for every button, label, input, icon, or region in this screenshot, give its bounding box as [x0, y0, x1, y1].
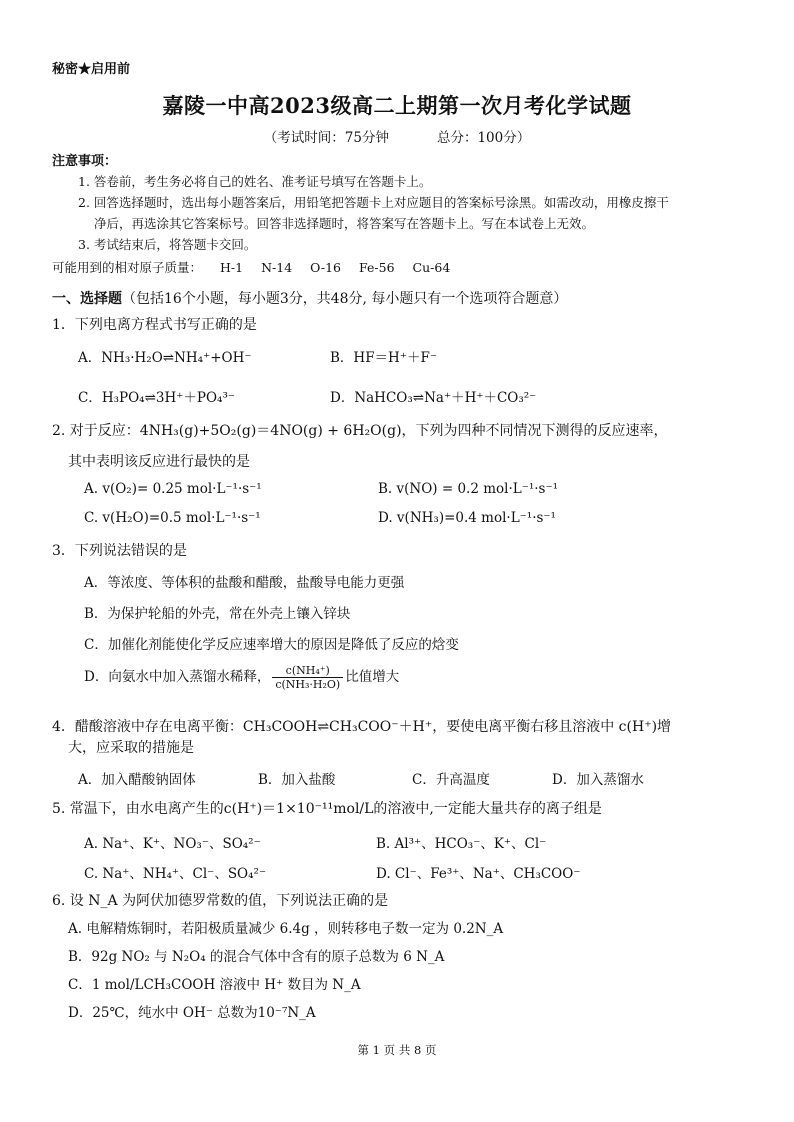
q3-option-c: C．加催化剂能使化学反应速率增大的原因是降低了反应的焓变: [84, 637, 459, 653]
q3-option-b: B．为保护轮船的外壳，常在外壳上镶入锌块: [84, 606, 351, 622]
q6-option-c: C．1 mol/LCH₃COOH 溶液中 H⁺ 数目为 N_A: [68, 977, 361, 993]
q3-ratio-numerator: c(NH₄⁺): [272, 664, 343, 678]
q6-stem: 6. 设 N_A 为阿伏加德罗常数的值，下列说法正确的是: [52, 893, 389, 909]
atomic-mass-h: H-1: [220, 260, 244, 275]
q1-option-a: A．NH₃·H₂O⇌NH₄⁺+OH⁻: [78, 350, 252, 366]
q4-stem: 4．醋酸溶液中存在电离平衡：CH₃COOH⇌CH₃COO⁻＋H⁺，要使电离平衡右移且溶液中 c(H⁺)增: [52, 719, 672, 735]
q2-option-c: C. v(H₂O)=0.5 mol·L⁻¹·s⁻¹: [84, 510, 261, 526]
exam-time: （考试时间：75分钟: [263, 130, 389, 146]
q1-option-b: B．HF＝H⁺＋F⁻: [330, 350, 437, 366]
section-1-desc: （包括16个小题，每小题3分，共48分, 每小题只有一个选项符合题意）: [122, 291, 568, 307]
atomic-mass-o: O-16: [310, 260, 342, 275]
atomic-mass-fe: Fe-56: [359, 260, 395, 275]
q3-ratio-fraction: [272, 664, 343, 691]
exam-subtitle: [0, 126, 794, 146]
q3-stem: 3．下列说法错误的是: [52, 543, 187, 559]
q4-stem-cont: 大，应采取的措施是: [68, 740, 194, 756]
exam-score: 总分：100分）: [436, 130, 531, 146]
q5-option-b: B. Al³⁺、HCO₃⁻、K⁺、Cl⁻: [376, 836, 547, 852]
q1-option-d: D．NaHCO₃⇌Na⁺＋H⁺＋CO₃²⁻: [330, 390, 537, 406]
q5-option-d: D. Cl⁻、Fe³⁺、Na⁺、CH₃COO⁻: [376, 866, 581, 882]
q4-option-b: B．加入盐酸: [258, 772, 336, 788]
notice-heading: 注意事项：: [52, 154, 118, 169]
q2-option-b: B. v(NO) = 0.2 mol·L⁻¹·s⁻¹: [378, 481, 558, 497]
q3-ratio-denominator: c(NH₃·H₂O): [275, 678, 341, 691]
page-footer: 第 1 页 共 8 页: [357, 1043, 437, 1057]
section-1-heading: [52, 288, 567, 308]
q1-stem: 1．下列电离方程式书写正确的是: [52, 317, 257, 333]
q6-option-a: A. 电解精炼铜时，若阳极质量减少 6.4g ，则转移电子数一定为 0.2N_A: [68, 921, 504, 937]
q6-option-d: D．25℃，纯水中 OH⁻ 总数为10⁻⁷N_A: [68, 1005, 316, 1021]
atomic-mass-cu: Cu-64: [412, 260, 451, 275]
q4-option-a: A．加入醋酸钠固体: [78, 772, 196, 788]
q5-option-c: C. Na⁺、NH₄⁺、Cl⁻、SO₄²⁻: [84, 866, 267, 882]
secret-label: 秘密★启用前: [52, 62, 131, 77]
atomic-mass-label: 可能用到的相对原子质量：: [52, 260, 203, 275]
q6-option-b: B．92g NO₂ 与 N₂O₄ 的混合气体中含有的原子总数为 6 N_A: [68, 949, 445, 965]
atomic-mass-n: N-14: [261, 260, 293, 275]
q3-option-d-tail: 比值增大: [345, 669, 400, 685]
notice-item-1: 1. 答卷前，考生务必将自己的姓名、准考证号填写在答题卡上。: [78, 174, 432, 189]
notice-item-2: 2. 回答选择题时，选出每小题答案后，用铅笔把答题卡上对应题目的答案标号涂黑。如需改动，用橡皮擦干: [78, 195, 669, 210]
notice-item-2-cont: 净后，再选涂其它答案标号。回答非选择题时，将答案写在答题卡上。写在本试卷上无效。: [94, 216, 595, 231]
atomic-mass-line: [52, 258, 468, 276]
exam-title: 嘉陵一中高2023级高二上期第一次月考化学试题: [162, 93, 632, 118]
q4-option-d: D．加入蒸馏水: [552, 772, 644, 788]
q2-option-a: A. v(O₂)= 0.25 mol·L⁻¹·s⁻¹: [84, 481, 262, 497]
q2-option-d: D. v(NH₃)=0.4 mol·L⁻¹·s⁻¹: [378, 510, 556, 526]
q3-option-d: [84, 664, 399, 691]
q2-stem: 2. 对于反应：4NH₃(g)+5O₂(g)＝4NO(g) + 6H₂O(g)，下列为四种不同情况下测得的反应速率，: [52, 423, 668, 439]
q2-stem-cont: 其中表明该反应进行最快的是: [68, 454, 250, 470]
notice-item-3: 3. 考试结束后，将答题卡交回。: [78, 237, 257, 252]
q4-option-c: C．升高温度: [412, 772, 490, 788]
q3-option-d-text: D．向氨水中加入蒸馏水稀释，: [84, 669, 271, 685]
section-1-title: 一、选择题: [52, 291, 122, 307]
q5-option-a: A. Na⁺、K⁺、NO₃⁻、SO₄²⁻: [84, 836, 261, 852]
q3-option-a: A．等浓度、等体积的盐酸和醋酸，盐酸导电能力更强: [84, 575, 405, 591]
q5-stem: 5. 常温下，由水电离产生的c(H⁺)＝1×10⁻¹¹mol/L的溶液中,一定能大量共存的离子组是: [52, 801, 602, 817]
q1-option-c: C．H₃PO₄⇌3H⁺＋PO₄³⁻: [78, 390, 235, 406]
